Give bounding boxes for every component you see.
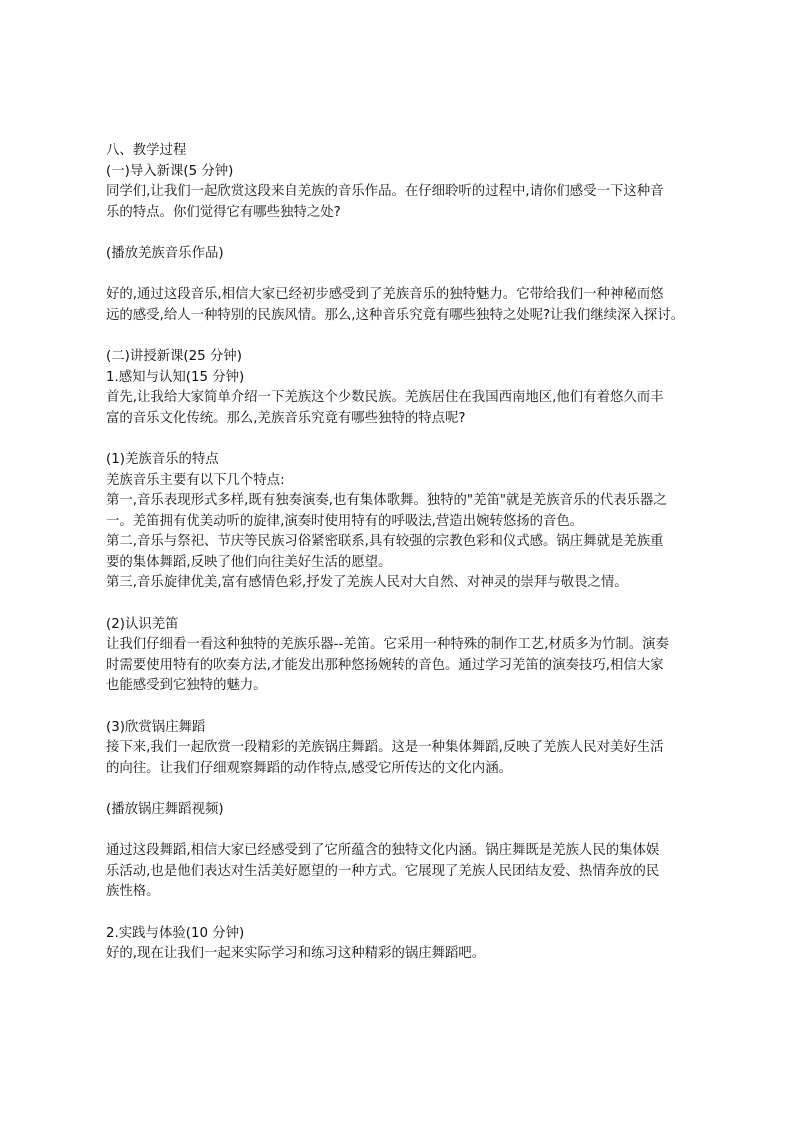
paragraph-line: 一。羌笛拥有优美动听的旋律,演奏时使用特有的呼吸法,营造出婉转悠扬的音色。 <box>106 513 584 529</box>
paragraph-line: 同学们,让我们一起欣赏这段来自羌族的音乐作品。在仔细聆听的过程中,请你们感受一下这种音 <box>106 184 664 200</box>
blank-line <box>106 429 696 450</box>
subsubsection-title: 2.实践与体验(10 分钟) <box>106 925 245 941</box>
paragraph-line: 接下来,我们一起欣赏一段精彩的羌族锅庄舞蹈。这是一种集体舞蹈,反映了羌族人民对美好生活 <box>106 740 664 756</box>
document-body <box>106 141 696 965</box>
blank-line <box>106 265 696 286</box>
paragraph-line: 富的音乐文化传统。那么,羌族音乐究竟有哪些独特的特点呢? <box>106 410 466 426</box>
paragraph-line: 要的集体舞蹈,反映了他们向往美好生活的愿望。 <box>106 554 392 570</box>
paragraph-line: 第三,音乐旋律优美,富有感情色彩,抒发了羌族人民对大自然、对神灵的崇拜与敬畏之情。 <box>106 575 628 591</box>
paragraph-line: 也能感受到它独特的魅力。 <box>106 678 267 694</box>
paragraph-line: 乐的特点。你们觉得它有哪些独特之处? <box>106 204 341 220</box>
paragraph-line: 远的感受,给人一种特别的民族风情。那么,这种音乐究竟有哪些独特之处呢?让我们继续深入探讨。 <box>106 307 685 323</box>
paragraph-line: 首先,让我给大家简单介绍一下羌族这个少数民族。羌族居住在我国西南地区,他们有着悠久而丰 <box>106 390 664 406</box>
blank-line <box>106 779 696 800</box>
blank-line <box>106 821 696 842</box>
item-title: (3)欣赏锅庄舞蹈 <box>106 719 206 735</box>
paragraph-line: 第二,音乐与祭祀、节庆等民族习俗紧密联系,具有较强的宗教色彩和仪式感。锅庄舞就是羌族重 <box>106 534 664 550</box>
paragraph-line: 时需要使用特有的吹奏方法,才能发出那种悠扬婉转的音色。通过学习羌笛的演奏技巧,相信大家 <box>106 657 664 673</box>
paragraph-line: 第一,音乐表现形式多样,既有独奏演奏,也有集体歌舞。独特的"羌笛"就是羌族音乐的代表乐器之 <box>106 493 667 509</box>
paragraph-line: 乐活动,也是他们表达对生活美好愿望的一种方式。它展现了羌族人民团结友爱、热情奔放的民 <box>106 863 660 879</box>
blank-line <box>106 326 696 347</box>
blank-line <box>106 594 696 615</box>
blank-line <box>106 697 696 718</box>
paragraph-line: 的向往。让我们仔细观察舞蹈的动作特点,感受它所传达的文化内涵。 <box>106 760 512 776</box>
section-heading: 八、教学过程 <box>106 143 187 158</box>
blank-line <box>106 223 696 244</box>
paragraph-line: 让我们仔细看一看这种独特的羌族乐器--羌笛。它采用一种特殊的制作工艺,材质多为竹制。演奏 <box>106 637 669 653</box>
item-title: (2)认识羌笛 <box>106 616 179 632</box>
subsection-title-teaching: (二)讲授新课(25 分钟) <box>106 348 242 364</box>
subsubsection-title: 1.感知与认知(15 分钟) <box>106 369 245 385</box>
paragraph-line: 通过这段舞蹈,相信大家已经感受到了它所蕴含的独特文化内涵。锅庄舞既是羌族人民的集体娱 <box>106 843 660 859</box>
paragraph-line: 好的,通过这段音乐,相信大家已经初步感受到了羌族音乐的独特魅力。它带给我们一种神秘而悠 <box>106 287 664 303</box>
blank-line <box>106 903 696 924</box>
paragraph-line: 好的,现在让我们一起来实际学习和练习这种精彩的锅庄舞蹈吧。 <box>106 946 486 962</box>
paragraph-line: 羌族音乐主要有以下几个特点: <box>106 472 285 488</box>
subsection-title-intro: (一)导入新课(5 分钟) <box>106 163 234 179</box>
item-title: (1)羌族音乐的特点 <box>106 451 219 467</box>
stage-direction: (播放羌族音乐作品) <box>106 245 224 261</box>
stage-direction: (播放锅庄舞蹈视频) <box>106 802 224 817</box>
paragraph-line: 族性格。 <box>106 884 160 900</box>
